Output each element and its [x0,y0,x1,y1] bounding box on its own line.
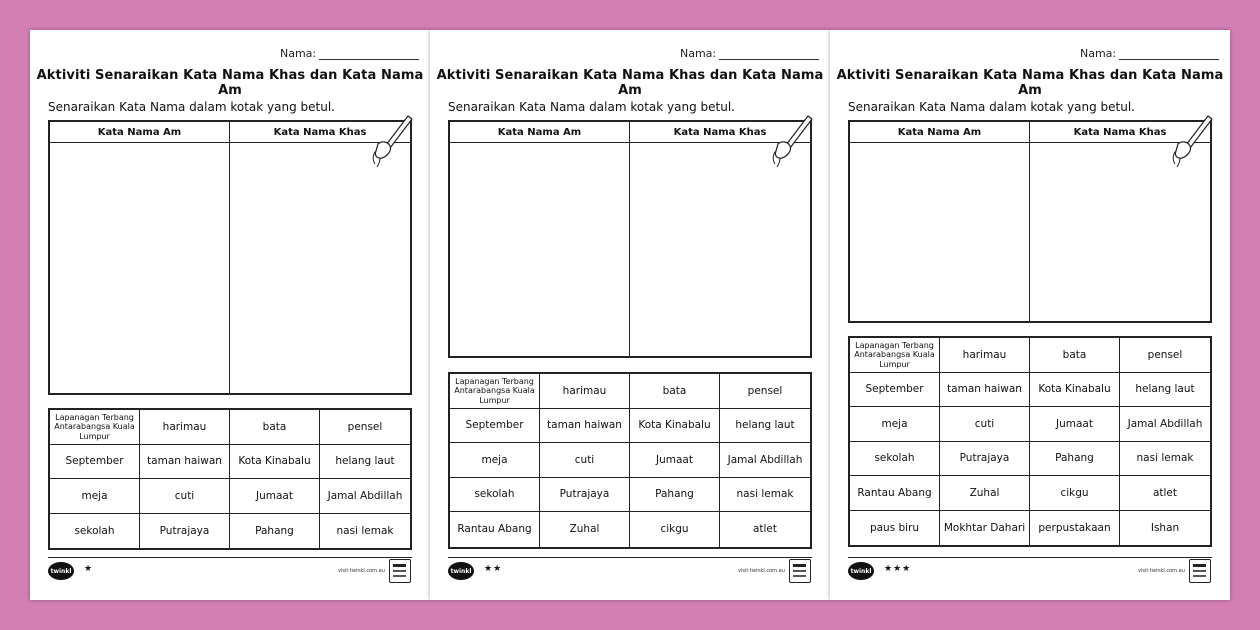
name-line[interactable] [719,48,819,60]
instruction-text: Senaraikan Kata Nama dalam kotak yang betul. [448,100,735,114]
word-card[interactable]: September [850,373,940,408]
word-card[interactable]: Mokhtar Dahari [940,511,1030,546]
worksheet-title: Aktiviti Senaraikan Kata Nama Khas dan Kata Nama Am [836,68,1224,98]
word-card[interactable]: helang laut [320,445,410,480]
name-field[interactable] [680,47,819,60]
name-field[interactable] [280,47,419,60]
answer-box-am[interactable] [850,143,1030,321]
column-header-kata-nama-khas: Kata Nama Khas [630,122,810,143]
word-card[interactable]: nasi lemak [720,478,810,513]
quality-badge-icon [1189,559,1211,583]
word-card[interactable]: Kota Kinabalu [230,445,320,480]
word-card[interactable]: Lapanagan Terbang Antarabangsa Kuala Lumpur [850,338,940,373]
instruction-text: Senaraikan Kata Nama dalam kotak yang betul. [48,100,335,114]
difficulty-stars: ★ [84,564,94,574]
word-card[interactable]: taman haiwan [940,373,1030,408]
difficulty-stars: ★★ [484,564,503,574]
quality-badge-icon [389,559,411,583]
footer-url: visit twinkl.com.au [1138,568,1185,574]
word-card[interactable]: Ishan [1150,521,1180,534]
sorting-table [48,120,412,395]
hand-writing-icon [368,114,414,168]
word-card[interactable]: Rantau Abang [850,476,940,511]
word-card[interactable]: pensel [1120,338,1210,373]
word-card[interactable]: meja [850,407,940,442]
word-card[interactable]: sekolah [450,478,540,513]
word-card[interactable]: harimau [140,410,230,445]
column-header-kata-nama-am: Kata Nama Am [850,122,1030,143]
worksheet-title: Aktiviti Senaraikan Kata Nama Khas dan Kata Nama Am [36,68,424,98]
word-card[interactable]: pensel [720,374,810,409]
word-card[interactable]: Putrajaya [940,442,1030,477]
word-card[interactable]: pensel [320,410,410,445]
word-card[interactable]: Zuhal [540,512,630,547]
word-card[interactable]: Rantau Abang [450,512,540,547]
word-card[interactable]: Jumaat [230,479,320,514]
word-bank-grid [48,408,412,550]
word-card[interactable]: cikgu [630,512,720,547]
worksheet-title: Aktiviti Senaraikan Kata Nama Khas dan Kata Nama Am [436,68,824,98]
word-card[interactable]: harimau [540,374,630,409]
word-card[interactable]: Lapanagan Terbang Antarabangsa Kuala Lumpur [450,374,540,409]
word-card[interactable]: sekolah [50,514,140,549]
word-card[interactable]: Kota Kinabalu [630,409,720,444]
word-card[interactable]: Lapanagan Terbang Antarabangsa Kuala Lumpur [50,410,140,445]
footer-divider [848,557,1212,558]
word-card[interactable]: bata [630,374,720,409]
footer-divider [48,557,412,558]
word-card[interactable]: Jamal Abdillah [1120,407,1210,442]
sorting-table [448,120,812,358]
answer-box-am[interactable] [50,143,230,393]
hand-writing-icon [768,114,814,168]
name-line[interactable] [319,48,419,60]
word-card[interactable]: taman haiwan [540,409,630,444]
hand-writing-icon [1168,114,1214,168]
word-card[interactable]: meja [450,443,540,478]
word-card[interactable]: Jamal Abdillah [320,479,410,514]
word-card[interactable]: Pahang [630,478,720,513]
name-label: Nama: [1080,47,1117,60]
word-card[interactable]: Zuhal [940,476,1030,511]
twinkl-logo: twinkl [48,562,74,580]
word-card[interactable]: meja [50,479,140,514]
name-field[interactable] [1080,47,1219,60]
footer-divider [448,557,812,558]
name-line[interactable] [1119,48,1219,60]
word-card[interactable]: Jumaat [1030,407,1120,442]
word-card[interactable]: Putrajaya [140,514,230,549]
word-card[interactable]: atlet [1120,476,1210,511]
word-card[interactable]: bata [1030,338,1120,373]
footer-url: visit twinkl.com.au [338,568,385,574]
difficulty-stars: ★★★ [884,564,912,574]
name-label: Nama: [280,47,317,60]
sorting-table [848,120,1212,323]
name-label: Nama: [680,47,717,60]
word-card[interactable]: atlet [752,523,778,536]
word-card[interactable]: bata [230,410,320,445]
word-card[interactable]: Kota Kinabalu [1030,373,1120,408]
word-card[interactable]: Putrajaya [540,478,630,513]
word-card[interactable]: sekolah [850,442,940,477]
word-card[interactable]: nasi lemak [336,524,394,537]
word-card[interactable]: Pahang [1030,442,1120,477]
word-card[interactable]: September [50,445,140,480]
word-bank-grid [448,372,812,549]
answer-box-khas[interactable] [230,143,410,393]
word-card[interactable]: cuti [940,407,1030,442]
worksheet-2 [430,30,830,600]
word-card[interactable]: cuti [540,443,630,478]
footer-url: visit twinkl.com.au [738,568,785,574]
word-card[interactable]: cikgu [1030,476,1120,511]
word-card[interactable]: taman haiwan [140,445,230,480]
word-card[interactable]: helang laut [720,409,810,444]
word-card[interactable]: paus biru [850,511,940,546]
column-header-kata-nama-am: Kata Nama Am [450,122,630,143]
worksheet-3 [830,30,1230,600]
word-card[interactable]: nasi lemak [1120,442,1210,477]
word-card[interactable]: Pahang [230,514,320,549]
word-card[interactable]: Jamal Abdillah [720,443,810,478]
answer-box-khas[interactable] [1030,143,1210,321]
column-header-kata-nama-khas: Kata Nama Khas [1030,122,1210,143]
twinkl-logo: twinkl [848,562,874,580]
column-header-kata-nama-am: Kata Nama Am [50,122,230,143]
word-card[interactable]: perpustakaan [1030,511,1120,546]
word-card[interactable]: September [450,409,540,444]
answer-box-am[interactable] [450,143,630,356]
word-bank-grid [848,336,1212,547]
word-card[interactable]: harimau [940,338,1030,373]
column-header-kata-nama-khas: Kata Nama Khas [230,122,410,143]
word-card[interactable]: Jumaat [630,443,720,478]
answer-box-khas[interactable] [630,143,810,356]
twinkl-logo: twinkl [448,562,474,580]
word-card[interactable]: cuti [140,479,230,514]
word-card[interactable]: helang laut [1120,373,1210,408]
quality-badge-icon [789,559,811,583]
worksheet-1 [30,30,430,600]
instruction-text: Senaraikan Kata Nama dalam kotak yang betul. [848,100,1135,114]
